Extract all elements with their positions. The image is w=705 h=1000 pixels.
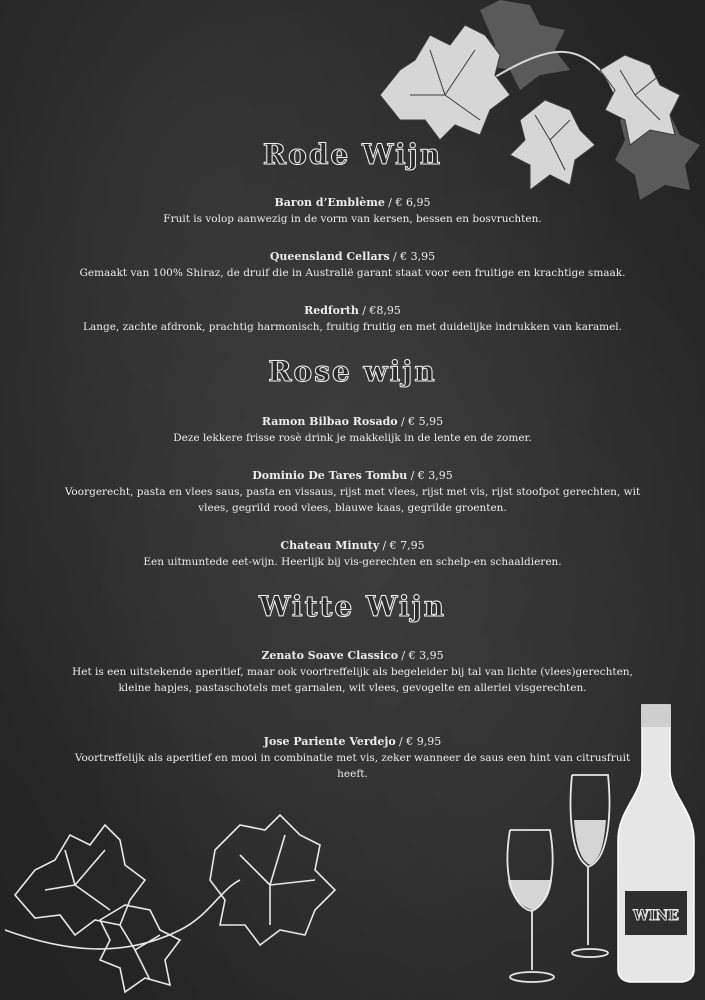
wine-name: Ramon Bilbao Rosado	[261, 415, 398, 428]
wine-name: Dominio De Tares Tombu	[252, 469, 408, 482]
wine-item	[60, 195, 645, 227]
wine-description: Voortreffelijk als aperitief en mooi in combinatie met vis, zeker wanneer de saus een hint van citrusfruit heeft.	[74, 752, 631, 780]
wine-price: / € 3,95	[392, 250, 436, 263]
wine-description: Voorgerecht, pasta en vlees saus, pasta en vissaus, rijst met vlees, rijst met vis, rijst stoofpot gerechten, wit vlees, gegrild rood vlees, blauwe kaas, gegrilde groenten.	[64, 486, 641, 514]
wine-name: Chateau Minuty	[280, 539, 380, 552]
wine-description: Lange, zachte afdronk, prachtig harmonisch, fruitig fruitig en met duidelijke indrukken van karamel.	[82, 321, 622, 333]
wine-item	[60, 303, 645, 335]
wine-name: Baron d’Emblème	[274, 196, 385, 209]
section-title-rose-wijn: Rose wijn	[268, 355, 437, 388]
wine-description: Gemaakt van 100% Shiraz, de druif die in Australië garant staat voor een fruitige en krachtige smaak.	[79, 267, 626, 279]
wine-description: Een uitmuntede eet-wijn. Heerlijk bij vis-gerechten en schelp-en schaaldieren.	[143, 556, 562, 568]
wine-name: Zenato Soave Classico	[261, 649, 399, 662]
wine-item	[60, 249, 645, 281]
bottle-label-text: WINE	[633, 908, 679, 924]
wine-name: Jose Pariente Verdejo	[263, 735, 396, 748]
wine-name: Queensland Cellars	[269, 250, 390, 263]
wine-price: / €8,95	[362, 304, 401, 317]
wine-price: / € 3,95	[410, 469, 453, 482]
wine-name: Redforth	[304, 304, 359, 317]
wine-price: / € 7,95	[382, 539, 425, 552]
wine-description: Deze lekkere frisse rosè drink je makkelijk in de lente en de zomer.	[173, 432, 532, 444]
wine-description: Het is een uitstekende aperitief, maar ook voortreffelijk als begeleider bij tal van lichte (vlees)gerechten, kleine hapjes, pastaschotels met garnalen, wit vlees, gevogelte en allerlei visgerechten.	[72, 666, 633, 694]
wine-item	[60, 414, 645, 446]
wine-price: / € 5,95	[400, 415, 444, 428]
wine-price: / € 9,95	[399, 735, 442, 748]
wine-description: Fruit is volop aanwezig in de vorm van kersen, bessen en bosvruchten.	[163, 213, 542, 225]
wine-item	[60, 734, 645, 782]
wine-item	[60, 648, 645, 696]
wine-item	[60, 468, 645, 516]
section-title-witte-wijn: Witte Wijn	[258, 590, 447, 623]
section-title-rode-wijn: Rode Wijn	[262, 138, 443, 171]
wine-price: / € 6,95	[388, 196, 431, 209]
wine-item	[60, 538, 645, 570]
wine-price: / € 3,95	[401, 649, 444, 662]
